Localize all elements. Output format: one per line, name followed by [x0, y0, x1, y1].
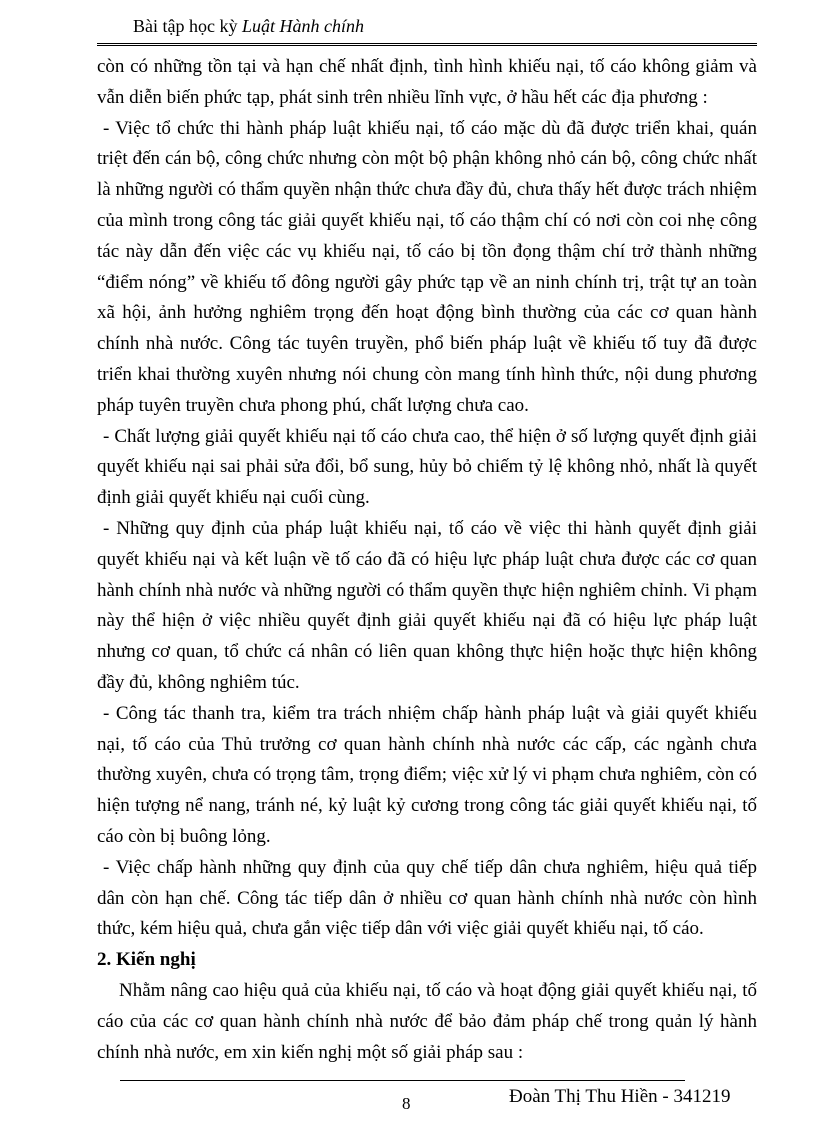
footer-author: Đoàn Thị Thu Hiền - 341219 — [509, 1086, 731, 1107]
paragraph-intro: còn có những tồn tại và hạn chế nhất định, tình hình khiếu nại, tố cáo không giảm và vẫn diễn biến phức tạp, phát sinh trên nhiều lĩnh vực, ở hầu hết các địa phương : — [97, 56, 757, 108]
page-header — [133, 14, 364, 38]
footer-divider — [120, 1080, 685, 1081]
header-divider — [97, 43, 757, 46]
header-prefix: Bài tập học kỳ — [133, 16, 242, 36]
list-item-quality: - Chất lượng giải quyết khiếu nại tố cáo chưa cao, thể hiện ở số lượng quyết định giải quyết khiếu nại sai phải sửa đổi, bổ sung, hủy bỏ chiếm tỷ lệ không nhỏ, nhất là quyết định giải quyết khiếu nại cuối cùng. — [97, 425, 757, 509]
header-subject: Luật Hành chính — [241, 16, 364, 36]
page-number: 8 — [402, 1094, 411, 1113]
section-heading: 2. Kiến nghị — [97, 949, 196, 971]
list-item-inspection: - Công tác thanh tra, kiểm tra trách nhiệm chấp hành pháp luật và giải quyết khiếu nại, tố cáo của Thủ trưởng cơ quan hành chính nhà nước các cấp, các ngành chưa thường xuyên, chưa có trọng tâm, trọng điểm; việc xử lý vi phạm chưa nghiêm, còn có hiện tượng nể nang, tránh né, kỷ luật kỷ cương trong công tác giải quyết khiếu nại, tố cáo còn bị buông lỏng. — [97, 702, 757, 847]
list-item-implementation: - Việc tổ chức thi hành pháp luật khiếu nại, tố cáo mặc dù đã được triển khai, quán triệt đến cán bộ, công chức nhưng còn một bộ phận không nhỏ cán bộ, công chức nhất là những người có thẩm quyền nhận thức chưa đầy đủ, chưa thấy hết được trách nhiệm của mình trong công tác giải quyết khiếu nại, tố cáo thậm chí có nơi còn coi nhẹ công tác này dẫn đến việc các vụ khiếu nại, tố cáo bị tồn đọng thậm chí trở thành những “điểm nóng” về khiếu tố đông người gây phức tạp về an ninh chính trị, trật tự an toàn xã hội, ảnh hưởng nghiêm trọng đến hoạt động bình thường của các cơ quan hành chính nhà nước. Công tác tuyên truyền, phổ biến pháp luật về khiếu tố tuy đã được triển khai thường xuyên nhưng nói chung còn mang tính hình thức, nội dung phương pháp tuyên truyền chưa phong phú, chất lượng chưa cao. — [97, 117, 757, 416]
document-body — [97, 52, 757, 1068]
list-item-enforcement: - Những quy định của pháp luật khiếu nại, tố cáo về việc thi hành quyết định giải quyết khiếu nại và kết luận về tố cáo đã có hiệu lực pháp luật chưa được các cơ quan hành chính nhà nước và những người có thẩm quyền thực hiện nghiêm chỉnh. Vi phạm này thể hiện ở việc nhiều quyết định giải quyết khiếu nại đã có hiệu lực pháp luật nhưng cơ quan, tổ chức cá nhân có liên quan không thực hiện hoặc thực hiện không đầy đủ, không nghiêm túc. — [97, 517, 757, 693]
list-item-reception: - Việc chấp hành những quy định của quy chế tiếp dân chưa nghiêm, hiệu quả tiếp dân còn hạn chế. Công tác tiếp dân ở nhiều cơ quan hành chính nhà nước còn hình thức, kém hiệu quả, chưa gắn việc tiếp dân với việc giải quyết khiếu nại, tố cáo. — [97, 856, 757, 940]
paragraph-recommendation: Nhằm nâng cao hiệu quả của khiếu nại, tố cáo và hoạt động giải quyết khiếu nại, tố cáo của các cơ quan hành chính nhà nước để bảo đảm pháp chế trong quản lý hành chính nhà nước, em xin kiến nghị một số giải pháp sau : — [97, 979, 757, 1063]
